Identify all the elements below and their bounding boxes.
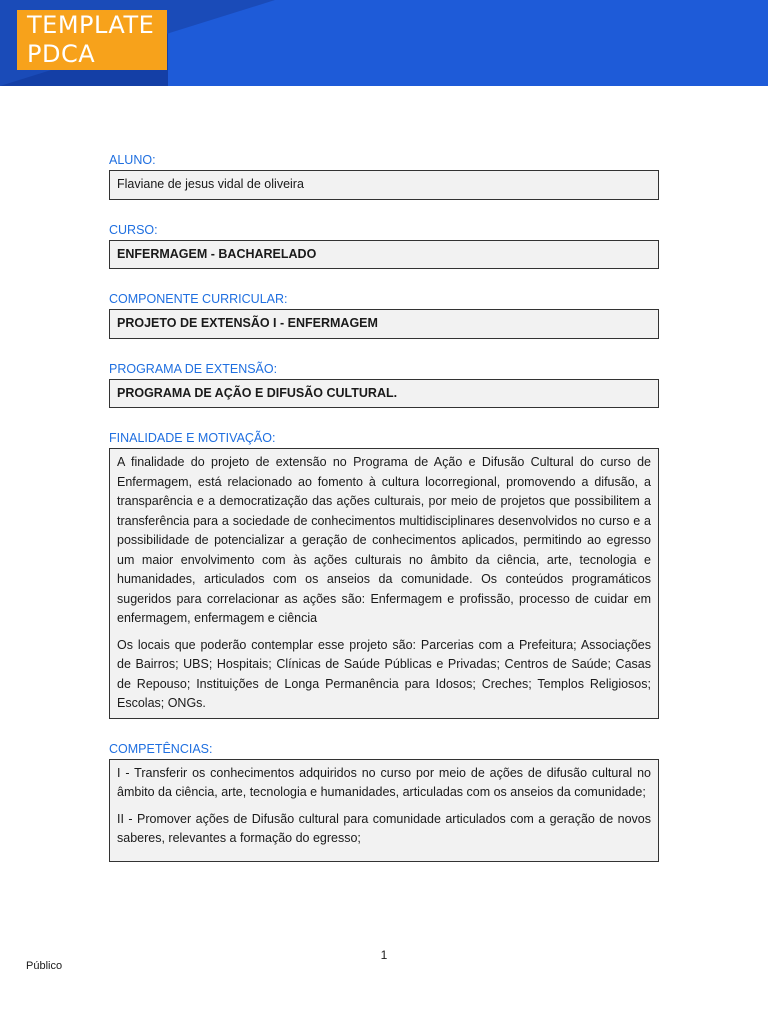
finalidade-label: FINALIDADE E MOTIVAÇÃO: [109,431,276,445]
classification-label: Público [26,960,63,972]
page-number: 1 [380,948,388,962]
competencia-paragraph: II - Promover ações de Difusão cultural para comunidade articulados com a geração de novos saberes, relevantes a formação do egresso; [117,811,651,845]
template-logo [17,10,167,70]
programa-field: PROGRAMA DE AÇÃO E DIFUSÃO CULTURAL. [109,379,659,409]
logo-line-pdca: PDCA [27,40,96,68]
competencias-label: COMPETÊNCIAS: [109,741,213,756]
finalidade-paragraph: Os locais que poderão contemplar esse projeto são: Parcerias com a Prefeitura; Associações de Bairros; UBS; Hospitais; Clínicas de Saúde Públicas e Privadas; Centros de Saúde; Casas de Repouso; Instituições de Longa Permanência para Idosos; Creches; Templos Religiosos; Escolas; ONGs. [117,637,651,710]
programa-label: PROGRAMA DE EXTENSÃO: [109,361,278,376]
competencia-paragraph: I - Transferir os conhecimentos adquiridos no curso por meio de ações de difusão cultural no âmbito da ciência, arte, tecnologia e humanidades, articuladas com os anseios da comunidade; [117,765,651,799]
componente-label: COMPONENTE CURRICULAR: [109,292,288,306]
aluno-field: Flaviane de jesus vidal de oliveira [109,170,659,200]
form-content [109,150,659,862]
componente-field: PROJETO DE EXTENSÃO I - ENFERMAGEM [109,309,659,339]
header-banner [0,0,768,86]
finalidade-paragraph: A finalidade do projeto de extensão no Programa de Ação e Difusão Cultural do curso de Enfermagem, está relacionado ao fomento à cultura locorregional, promovendo a difusão, a transparência e a democratização das ações culturais, por meio de projetos que possibilitem a transferência para a sociedade de conhecimentos multidisciplinares desenvolvidos no curso e a possibilidade de potencializar a geração de conhecimentos aplicados, permitindo ao egresso um maior envolvimento com às ações culturais no âmbito da ciência, arte, tecnologia e humanidades, articulados com os anseios da comunidade. Os conteúdos programáticos sugeridos para correlacionar as ações são: Enfermagem e profissão, processo de cuidar em enfermagem, enfermagem e ciência [117,455,651,625]
logo-line-template: TEMPLATE [27,11,155,39]
curso-label: CURSO: [109,222,158,237]
aluno-label: ALUNO: [109,153,156,167]
finalidade-field [109,448,659,719]
curso-field: ENFERMAGEM - BACHARELADO [109,240,659,270]
competencias-field [109,759,659,862]
